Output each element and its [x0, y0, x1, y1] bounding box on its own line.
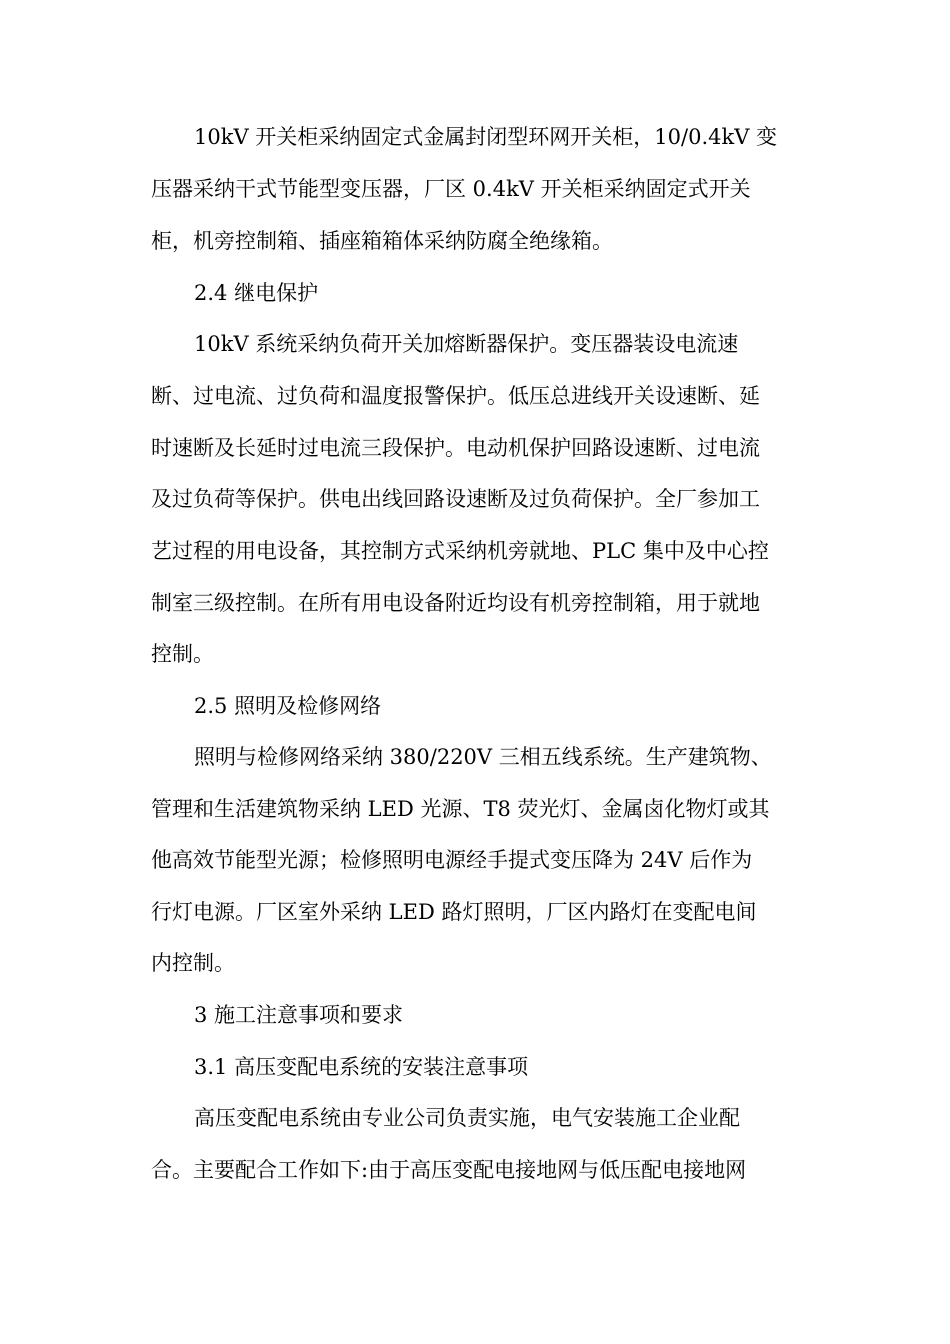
- paragraph-line: 及过负荷等保护。供电出线回路设速断及过负荷保护。全厂参加工: [151, 487, 760, 511]
- paragraph-line: 制室三级控制。在所有用电设备附近均设有机旁控制箱，用于就地: [151, 591, 760, 615]
- paragraph-line: 管理和生活建筑物采纳 LED 光源、T8 荧光灯、金属卤化物灯或其: [151, 797, 770, 821]
- section-heading: 2.4 继电保护: [194, 281, 319, 305]
- paragraph-line: 照明与检修网络采纳 380/220V 三相五线系统。生产建筑物、: [194, 745, 772, 769]
- paragraph-line: 压器采纳干式节能型变压器，厂区 0.4kV 开关柜采纳固定式开关: [151, 177, 751, 201]
- paragraph-line: 柜，机旁控制箱、插座箱箱体采纳防腐全绝缘箱。: [151, 229, 613, 253]
- paragraph-line: 时速断及长延时过电流三段保护。电动机保护回路设速断、过电流: [151, 436, 760, 460]
- paragraph-line: 艺过程的用电设备，其控制方式采纳机旁就地、PLC 集中及中心控: [151, 539, 769, 563]
- paragraph-line: 行灯电源。厂区室外采纳 LED 路灯照明，厂区内路灯在变配电间: [151, 900, 757, 924]
- paragraph-line: 合。主要配合工作如下:由于高压变配电接地网与低压配电接地网: [151, 1158, 747, 1182]
- section-heading: 3.1 高压变配电系统的安装注意事项: [194, 1055, 529, 1079]
- paragraph-line: 他高效节能型光源；检修照明电源经手提式变压降为 24V 后作为: [151, 848, 753, 872]
- section-heading: 3 施工注意事项和要求: [194, 1003, 404, 1027]
- paragraph-line: 断、过电流、过负荷和温度报警保护。低压总进线开关设速断、延: [151, 384, 760, 408]
- paragraph-line: 10kV 系统采纳负荷开关加熔断器保护。变压器装设电流速: [194, 332, 739, 356]
- paragraph-line: 高压变配电系统由专业公司负责实施，电气安装施工企业配: [194, 1106, 740, 1130]
- paragraph-line: 控制。: [151, 642, 214, 666]
- paragraph-line: 内控制。: [151, 951, 235, 975]
- paragraph-line: 10kV 开关柜采纳固定式金属封闭型环网开关柜，10/0.4kV 变: [194, 125, 778, 149]
- section-heading: 2.5 照明及检修网络: [194, 694, 382, 718]
